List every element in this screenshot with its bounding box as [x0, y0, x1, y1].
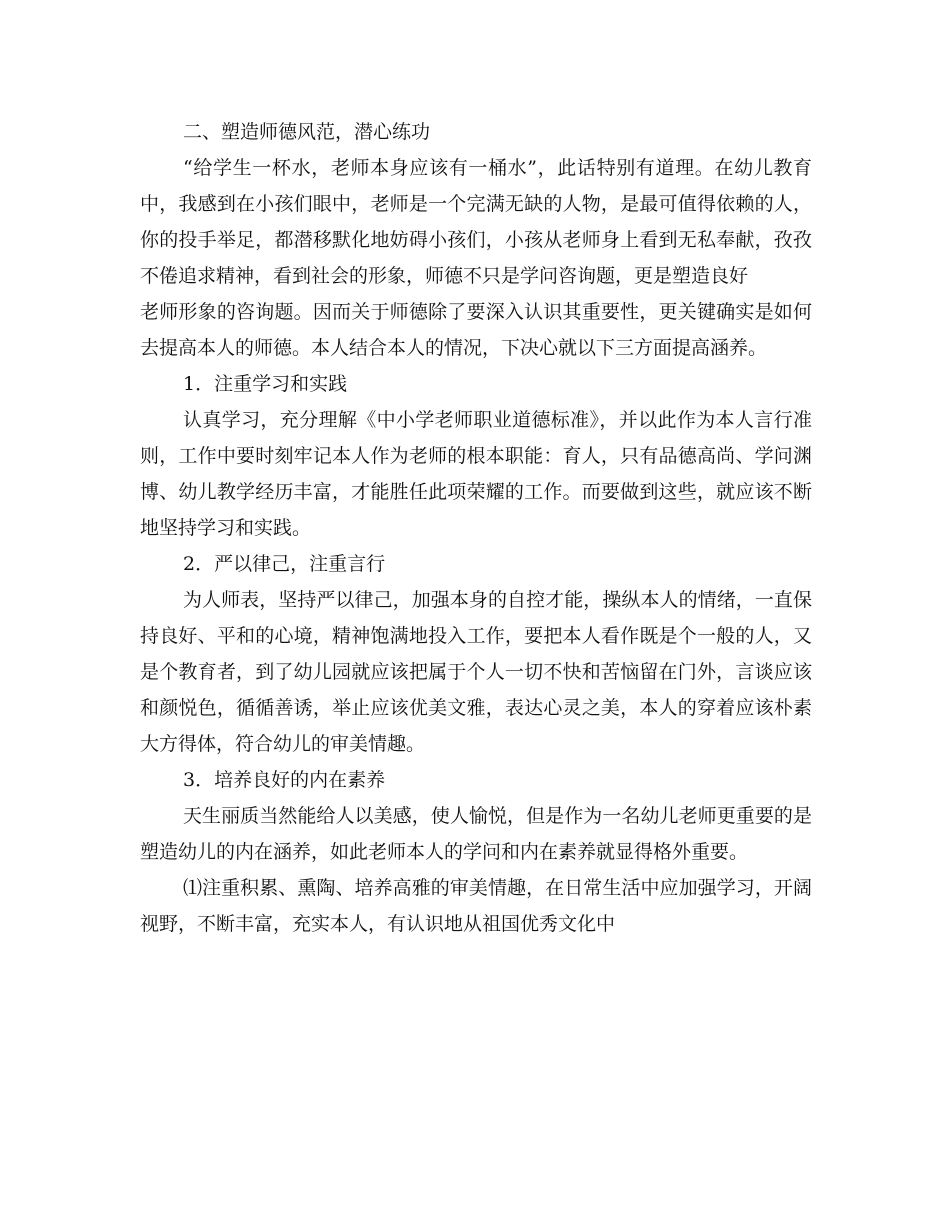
subheading-self-discipline: 2．严以律己，注重言行 — [183, 553, 386, 575]
paragraph-aesthetic-taste: ⑴注重积累、熏陶、培养高雅的审美情趣，在日常生活中应加强学习，开阔视野，不断丰富，充实本人，有认识地从祖国优秀文化中 — [140, 877, 812, 935]
paragraph-study-practice: 认真学习，充分理解《中小学老师职业道德标准》，并以此作为本人言行准则，工作中要时刻牢记本人作为老师的根本职能：育人，只有品德高尚、学问渊博、幼儿教学经历丰富，才能胜任此项荣耀的工作。而要做到这些，就应该不断地坚持学习和实践。 — [140, 409, 812, 539]
paragraph-self-discipline: 为人师表，坚持严以律己，加强本身的自控才能，操纵本人的情绪，一直保持良好、平和的心境，精神饱满地投入工作，要把本人看作既是个一般的人，又是个教育者，到了幼儿园就应该把属于个人一切不快和苦恼留在门外，言谈应该和颜悦色，循循善诱，举止应该优美文雅，表达心灵之美，本人的穿着应该朴素大方得体，符合幼儿的审美情趣。 — [140, 589, 812, 755]
section-heading-shide: 二、塑造师德风范，潜心练功 — [183, 121, 431, 143]
paragraph-teacher-image: 老师形象的咨询题。因而关于师德除了要深入认识其重要性，更关键确实是如何去提高本人的师德。本人结合本人的情况，下决心就以下三方面提高涵养。 — [140, 301, 812, 359]
document-body — [140, 114, 812, 942]
subheading-inner-quality: 3．培养良好的内在素养 — [183, 769, 386, 791]
paragraph-inner-quality: 天生丽质当然能给人以美感，使人愉悦，但是作为一名幼儿老师更重要的是塑造幼儿的内在涵养，如此老师本人的学问和内在素养就显得格外重要。 — [140, 805, 812, 863]
paragraph-water-quote: “给学生一杯水，老师本身应该有一桶水”，此话特别有道理。在幼儿教育中，我感到在小孩们眼中，老师是一个完满无缺的人物，是最可值得依赖的人，你的投手举足，都潜移默化地妨碍小孩们，小孩从老师身上看到无私奉献，孜孜不倦追求精神，看到社会的形象，师德不只是学问咨询题，更是塑造良好 — [140, 157, 812, 287]
subheading-study-practice: 1．注重学习和实践 — [183, 373, 348, 395]
